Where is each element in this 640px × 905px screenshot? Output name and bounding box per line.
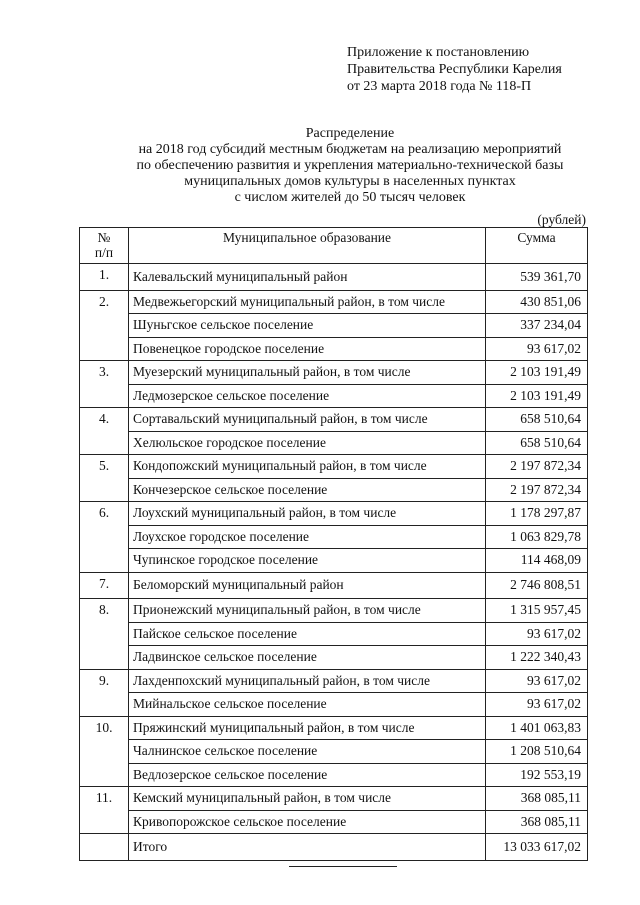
subsidy-sum: 368 085,11: [486, 787, 588, 811]
document-title: [60, 126, 640, 206]
table-row: [80, 337, 588, 361]
table-row: [80, 810, 588, 834]
total-label: Итого: [129, 834, 486, 861]
municipality-name: Мийнальское сельское поселение: [129, 693, 486, 717]
table-row: [80, 478, 588, 502]
municipality-name: Беломорский муниципальный район: [129, 572, 486, 599]
subsidy-sum: 93 617,02: [486, 337, 588, 361]
row-number: 8.: [80, 599, 129, 670]
municipality-name: Чалнинское сельское поселение: [129, 740, 486, 764]
subsidy-sum: 1 208 510,64: [486, 740, 588, 764]
subsidy-sum: 430 851,06: [486, 290, 588, 314]
title-line-4: муниципальных домов культуры в населенных пунктах: [184, 174, 516, 189]
municipality-name: Кемский муниципальный район, в том числе: [129, 787, 486, 811]
table-row: [80, 455, 588, 479]
subsidy-sum: 658 510,64: [486, 431, 588, 455]
subsidy-sum: 2 746 808,51: [486, 572, 588, 599]
table-row: [80, 763, 588, 787]
subsidy-sum: 2 103 191,49: [486, 384, 588, 408]
table-row: [80, 525, 588, 549]
row-number: 5.: [80, 455, 129, 502]
table-row: [80, 290, 588, 314]
title-line-1: Распределение: [305, 126, 395, 141]
subsidy-sum: 539 361,70: [486, 264, 588, 291]
subsidy-sum: 1 315 957,45: [486, 599, 588, 623]
subsidy-sum: 658 510,64: [486, 408, 588, 432]
table-row: [80, 431, 588, 455]
subsidy-sum: 192 553,19: [486, 763, 588, 787]
total-sum: 13 033 617,02: [486, 834, 588, 861]
row-number: 2.: [80, 290, 129, 361]
appendix-line-1: Приложение к постановлению: [347, 45, 530, 60]
municipality-name: Повенецкое городское поселение: [129, 337, 486, 361]
title-line-3: по обеспечению развития и укрепления материально-технической базы: [136, 158, 564, 173]
header-sum: Сумма: [486, 228, 588, 264]
subsidy-sum: 114 468,09: [486, 549, 588, 573]
currency-unit: (рублей): [537, 212, 586, 227]
title-line-5: с числом жителей до 50 тысяч человек: [234, 190, 466, 205]
header-number-line-1: №: [97, 230, 111, 245]
row-number: 10.: [80, 716, 129, 787]
table-row: [80, 669, 588, 693]
table-row: [80, 314, 588, 338]
municipality-name: Чупинское городское поселение: [129, 549, 486, 573]
subsidy-sum: 1 222 340,43: [486, 646, 588, 670]
subsidy-sum: 2 197 872,34: [486, 478, 588, 502]
row-number: 1.: [80, 264, 129, 291]
subsidy-sum: 2 103 191,49: [486, 361, 588, 385]
subsidy-sum: 93 617,02: [486, 693, 588, 717]
subsidy-sum: 1 178 297,87: [486, 502, 588, 526]
municipality-name: Кривопорожское сельское поселение: [129, 810, 486, 834]
table-row: [80, 549, 588, 573]
subsidy-sum: 1 401 063,83: [486, 716, 588, 740]
table-header-row: [80, 228, 588, 264]
table-row: [80, 599, 588, 623]
subsidy-sum: 368 085,11: [486, 810, 588, 834]
municipality-name: Сортавальский муниципальный район, в том числе: [129, 408, 486, 432]
municipality-name: Кончезерское сельское поселение: [129, 478, 486, 502]
municipality-name: Лоухское городское поселение: [129, 525, 486, 549]
total-number-cell: [80, 834, 129, 861]
municipality-name: Ледмозерское сельское поселение: [129, 384, 486, 408]
table-row: [80, 716, 588, 740]
row-number: 11.: [80, 787, 129, 834]
row-number: 3.: [80, 361, 129, 408]
total-row: [80, 834, 588, 861]
subsidy-table: [79, 227, 588, 861]
header-number-line-2: п/п: [94, 245, 114, 260]
municipality-name: Ведлозерское сельское поселение: [129, 763, 486, 787]
table-row: [80, 384, 588, 408]
municipality-name: Ладвинское сельское поселение: [129, 646, 486, 670]
municipality-name: Лахденпохский муниципальный район, в том числе: [129, 669, 486, 693]
subsidy-sum: 93 617,02: [486, 622, 588, 646]
table-row: [80, 361, 588, 385]
row-number: 6.: [80, 502, 129, 573]
header-number: [80, 228, 129, 264]
municipality-name: Калевальский муниципальный район: [129, 264, 486, 291]
municipality-name: Пряжинский муниципальный район, в том числе: [129, 716, 486, 740]
appendix-line-2: Правительства Республики Карелия: [347, 62, 562, 77]
table-row: [80, 646, 588, 670]
table-row: [80, 572, 588, 599]
row-number: 7.: [80, 572, 129, 599]
table-row: [80, 622, 588, 646]
table-row: [80, 502, 588, 526]
table-row: [80, 693, 588, 717]
municipality-name: Шуньгское сельское поселение: [129, 314, 486, 338]
municipality-name: Прионежский муниципальный район, в том числе: [129, 599, 486, 623]
municipality-name: Пайское сельское поселение: [129, 622, 486, 646]
municipality-name: Лоухский муниципальный район, в том числе: [129, 502, 486, 526]
municipality-name: Кондопожский муниципальный район, в том числе: [129, 455, 486, 479]
table-row: [80, 787, 588, 811]
row-number: 9.: [80, 669, 129, 716]
title-line-2: на 2018 год субсидий местным бюджетам на реализацию мероприятий: [138, 142, 562, 157]
municipality-name: Медвежьегорский муниципальный район, в том числе: [129, 290, 486, 314]
municipality-name: Хелюльское городское поселение: [129, 431, 486, 455]
header-municipality: Муниципальное образование: [129, 228, 486, 264]
municipality-name: Муезерский муниципальный район, в том числе: [129, 361, 486, 385]
table-row: [80, 408, 588, 432]
table-row: [80, 264, 588, 291]
subsidy-sum: 1 063 829,78: [486, 525, 588, 549]
row-number: 4.: [80, 408, 129, 455]
subsidy-sum: 93 617,02: [486, 669, 588, 693]
table-body: [80, 264, 588, 861]
appendix-line-3: от 23 марта 2018 года № 118-П: [347, 79, 532, 94]
subsidy-sum: 337 234,04: [486, 314, 588, 338]
appendix-note: [347, 44, 562, 95]
subsidy-sum: 2 197 872,34: [486, 455, 588, 479]
table-row: [80, 740, 588, 764]
footer-divider: [289, 866, 397, 867]
